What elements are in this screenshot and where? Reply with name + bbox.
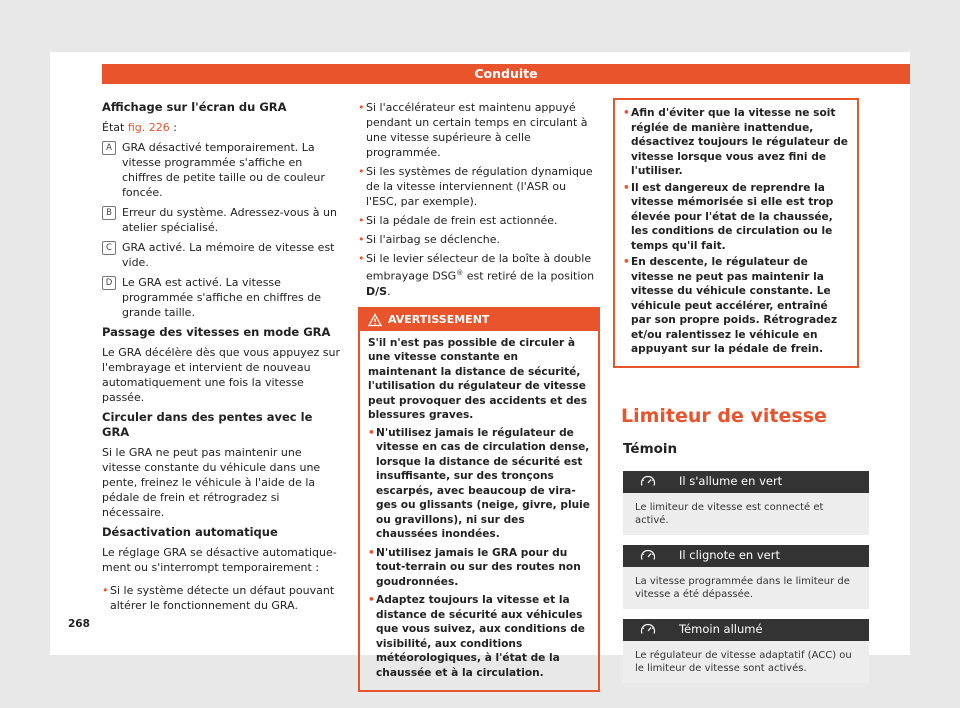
speed-limiter-icon [639, 621, 657, 639]
list-item [623, 181, 849, 254]
indicator-description: Le régulateur de vitesse adaptatif (ACC) ou le limiteur de vitesse sont activés. [623, 641, 869, 683]
bullet-icon: • [358, 252, 365, 265]
speed-limiter-icon [639, 473, 657, 491]
heading-gear-change: Passage des vitesses en mode GRA [102, 325, 331, 339]
list-item [623, 255, 849, 357]
bullet-icon: • [623, 256, 630, 268]
list-item [368, 546, 590, 590]
bullet-text: Afin d'éviter que la vitesse ne soit réglée de manière inattendue, désactivez toujours le régulateur de vitesse lorsque vous avez fini de l'utiliser. [631, 107, 848, 177]
warning-triangle-icon [368, 313, 382, 327]
dsg-text-pre: Si le levier sélecteur de la boîte à double embrayage DSG [366, 252, 592, 283]
bullet-text: Si les systèmes de régulation dynamique de la vitesse interviennent (l'ASR ou l'ESC, par exemple). [366, 165, 593, 208]
paragraph-auto-deactivation: Le réglage GRA se désactive automatiquement ou s'interrompt temporairement : [102, 546, 337, 574]
bullet-text: Si l'airbag se déclenche. [366, 233, 501, 246]
label-item-d [102, 275, 342, 320]
heading-gra-display: Affichage sur l'écran du GRA [102, 100, 287, 114]
indicator-description: Le limiteur de vitesse est connecté et activé. [623, 493, 869, 535]
column-left [102, 100, 342, 617]
state-line [102, 120, 342, 135]
registered-mark: ® [456, 269, 464, 277]
section-title: Limiteur de vitesse [621, 404, 827, 427]
bullet-icon: • [368, 594, 375, 607]
bullet-icon: • [102, 584, 109, 597]
indicator-title: Il clignote en vert [679, 548, 780, 562]
bullet-text: Adaptez toujours la vitesse et la distance de sécurité aux véhicules que vous suivez, aux conditions de visibilité, aux conditions météorologiques, à l'état de la chaussée et à la circulation. [376, 594, 585, 679]
bullet-icon: • [358, 214, 365, 227]
bullet-icon: • [358, 233, 365, 246]
indicator-card [623, 545, 869, 609]
bullet-icon: • [358, 165, 365, 178]
dsg-text-mid: est retiré de la position [463, 269, 595, 283]
label-key-b: B [102, 206, 116, 220]
bullet-text: Il est dangereux de reprendre la vitesse mémorisée si elle est trop élevée pour l'état de la chaussée, les conditions de circulation ou le temps qu'il fait. [631, 181, 834, 252]
indicator-header [623, 545, 869, 567]
bullet-icon: • [623, 181, 630, 194]
dsg-text-end: . [387, 284, 391, 298]
indicator-title: Il s'allume en vert [679, 474, 783, 488]
warning-box [358, 307, 600, 693]
page-number: 268 [68, 618, 90, 630]
list-item [358, 213, 600, 228]
bullet-icon: • [358, 101, 365, 114]
bullet-icon: • [623, 107, 630, 119]
label-text-a: GRA désactivé temporairement. La vitesse programmée s'affiche en chiffres de petite taille ou de couleur foncée. [122, 141, 325, 199]
heading-auto-deactivation: Désactivation automatique [102, 525, 278, 539]
bullet-text-dsg [366, 251, 600, 299]
label-key-a: A [102, 141, 116, 155]
subsection-title: Témoin [623, 440, 678, 457]
chapter-header: Conduite [102, 64, 910, 84]
bullet-icon: • [368, 546, 375, 559]
bullet-text: N'utilisez jamais le GRA pour du tout-terrain ou sur des routes non goudronnées. [376, 546, 581, 588]
column-right [613, 98, 859, 693]
indicator-header [623, 471, 869, 493]
label-key-d: D [102, 276, 116, 290]
warning-continuation-box [613, 98, 859, 368]
speed-limiter-icon [639, 547, 657, 565]
indicator-card [623, 619, 869, 683]
label-text-b: Erreur du système. Adressez-vous à un atelier spécialisé. [122, 206, 337, 234]
list-item [358, 164, 600, 209]
indicator-description: La vitesse programmée dans le limiteur de vitesse a été dépassée. [623, 567, 869, 609]
list-item [368, 593, 590, 680]
column-middle [358, 100, 600, 692]
state-suffix: : [169, 121, 177, 134]
label-item-c [102, 240, 342, 270]
warning-intro: S'il n'est pas possible de circuler à une vitesse constante en maintenant la distance de sécurité, l'utilisation du régulateur de vitesse peut provoquer des accidents et des blessures graves. [368, 336, 588, 422]
state-prefix: État [102, 121, 128, 134]
list-item [623, 106, 849, 179]
bullet-text: En descente, le régulateur de vitesse ne peut pas maintenir la vitesse du véhicule constante. Le véhicule peut accélérer, entraîné par son propre poids. Rétrogradez et/ou ralentissez le véhicule en appuyant sur la pédale de frein. [631, 256, 838, 355]
indicator-title: Témoin allumé [679, 622, 763, 636]
manual-page [50, 52, 910, 679]
bullet-text: Si l'accélérateur est maintenu appuyé pendant un certain temps en circulant à une vitesse supérieure à celle programmée. [366, 101, 588, 159]
label-key-c: C [102, 241, 116, 255]
figure-link[interactable]: fig. 226 [127, 121, 170, 134]
list-item [102, 583, 342, 613]
label-text-d: Le GRA est activé. La vitesse programmée s'affiche en chiffres de grande taille. [122, 276, 322, 319]
warning-header [360, 309, 598, 331]
heading-slopes: Circuler dans des pentes avec le GRA [102, 410, 313, 439]
indicator-card [623, 471, 869, 535]
list-item [358, 251, 600, 299]
list-item [358, 100, 600, 160]
bullet-text: Si la pédale de frein est actionnée. [366, 214, 558, 227]
bullet-text: N'utilisez jamais le régulateur de vitesse en cas de circulation dense, lorsque la distance de sécurité est insuffisante, sur des tronçons escarpés, avec beaucoup de virages ou glissants (neige, givre, pluie ou gravillons), ni sur des chaussées inondées. [376, 426, 590, 541]
bullet-text: Si le système détecte un défaut pouvant altérer le fonctionnement du GRA. [110, 584, 335, 612]
label-item-b [102, 205, 342, 235]
label-item-a [102, 140, 342, 200]
label-text-c: GRA activé. La mémoire de vitesse est vide. [122, 241, 335, 269]
bullet-icon: • [368, 426, 375, 439]
indicator-header [623, 619, 869, 641]
paragraph-gear-change: Le GRA décélère dès que vous appuyez sur l'embrayage et intervient de nouveau automatiquement une fois la vitesse passée. [102, 346, 340, 404]
list-item [358, 232, 600, 247]
dsg-position: D/S [366, 284, 388, 298]
warning-body [360, 331, 598, 691]
warning-title: AVERTISSEMENT [388, 312, 490, 326]
list-item [368, 426, 590, 542]
paragraph-slopes: Si le GRA ne peut pas maintenir une vitesse constante du véhicule dans une pente, freinez le véhicule à l'aide de la pédale de frein et rétrogradez si nécessaire. [102, 446, 321, 519]
